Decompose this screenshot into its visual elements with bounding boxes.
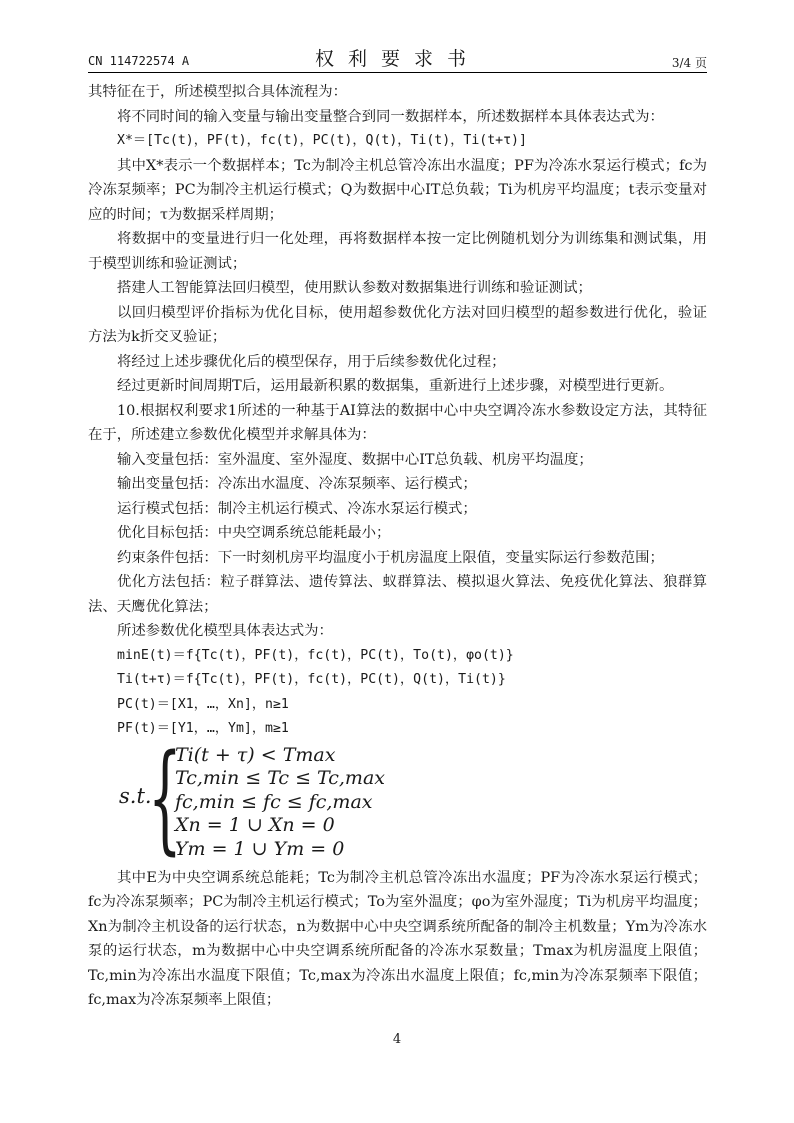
paragraph: 其特征在于，所述模型拟合具体流程为： [88,84,348,100]
formula-line: X*＝[Tc(t)，PF(t)，fc(t)，PC(t)，Q(t)，Ti(t)，Ti(t+τ)] [117,133,527,148]
paragraph: 约束条件包括：下一时刻机房平均温度小于机房温度上限值，变量实际运行参数范围； [117,549,664,566]
paragraph: 输入变量包括：室外温度、室外湿度、数据中心IT总负载、机房平均温度； [117,451,593,468]
paragraph: 将数据中的变量进行归一化处理，再将数据样本按一定比例随机划分为训练集和测试集，用于模型训练和验证测试； [88,231,707,272]
page-header [88,44,707,72]
header-rule [88,72,707,73]
paragraph: 以回归模型评价指标为优化目标，使用超参数优化方法对回归模型的超参数进行优化，验证方法为k折交叉验证； [88,304,707,345]
formula-line: PF(t)＝[Y1，…，Ym]，m≥1 [117,721,289,736]
page-info: 3/4 页 [671,56,707,70]
constraint: Ym = 1 ∪ Ym = 0 [175,837,345,860]
st-label: s.t. [119,783,152,808]
document-title: 权利要求书 [314,48,480,70]
claims-body [88,80,707,1013]
paragraph: 经过更新时间周期T后，运用最新积累的数据集，重新进行上述步骤，对模型进行更新。 [117,378,674,394]
constraint: Ti(t + τ) < Tmax [175,743,336,766]
paragraph: 将不同时间的输入变量与输出变量整合到同一数据样本，所述数据样本具体表达式为： [117,108,664,125]
constraint-list [175,744,385,862]
paragraph: 其中X*表示一个数据样本；Tc为制冷主机总管冷冻出水温度；PF为冷冻水泵运行模式；fc为冷冻泵频率；PC为制冷主机运行模式；Q为数据中心IT总负载；Ti为机房平均温度；t表示变量对应的时间；τ为数据采样周期； [88,157,707,223]
paragraph: 优化方法包括：粒子群算法、遗传算法、蚁群算法、模拟退火算法、免疫优化算法、狼群算法、天鹰优化算法； [88,574,707,615]
paragraph: 将经过上述步骤优化后的模型保存，用于后续参数优化过程； [117,353,506,370]
paragraph: 输出变量包括：冷冻出水温度、冷冻泵频率、运行模式； [117,476,477,492]
paragraph: 优化目标包括：中央空调系统总能耗最小； [117,525,391,541]
claim-10: 10.根据权利要求1所述的一种基于AI算法的数据中心中央空调冷冻水参数设定方法，其特征在于，所述建立参数优化模型并求解具体为： [88,402,707,443]
paragraph: 其中E为中央空调系统总能耗；Tc为制冷主机总管冷冻出水温度；PF为冷冻水泵运行模式；fc为冷冻泵频率；PC为制冷主机运行模式；To为室外温度；φo为室外湿度；Ti为机房平均温度；Xn为制冷主机设备的运行状态，n为数据中心中央空调系统所配备的制冷主机数量；Ym为冷冻水泵的运行状态，m为数据中心中央空调系统所配备的冷冻水泵数量；Tmax为机房温度上限值；Tc,min为冷冻出水温度下限值；Tc,max为冷冻出水温度上限值；fc,min为冷冻泵频率下限值；fc,max为冷冻泵频率上限值； [88,869,707,1008]
paragraph: 运行模式包括：制冷主机运行模式、冷冻水泵运行模式； [117,500,477,517]
formula-line: Ti(t+τ)＝f{Tc(t)，PF(t)，fc(t)，PC(t)，Q(t)，Ti(t)} [117,672,506,687]
constraint: fc,min ≤ fc ≤ fc,max [175,790,373,813]
paragraph: 搭建人工智能算法回归模型，使用默认参数对数据集进行训练和验证测试； [117,280,592,296]
formula-line: PC(t)＝[X1，…，Xn]，n≥1 [117,696,289,712]
constraint: Xn = 1 ∪ Xn = 0 [175,814,335,836]
page-number: 4 [392,1032,402,1047]
publication-number: CN 114722574 A [88,54,190,68]
formula-line: minE(t)＝f{Tc(t)，PF(t)，fc(t)，PC(t)，To(t)，φo(t)} [117,647,514,663]
left-brace: { [148,727,182,866]
paragraph: 所述参数优化模型具体表达式为： [117,623,333,639]
constraint: Tc,min ≤ Tc ≤ Tc,max [175,767,385,789]
